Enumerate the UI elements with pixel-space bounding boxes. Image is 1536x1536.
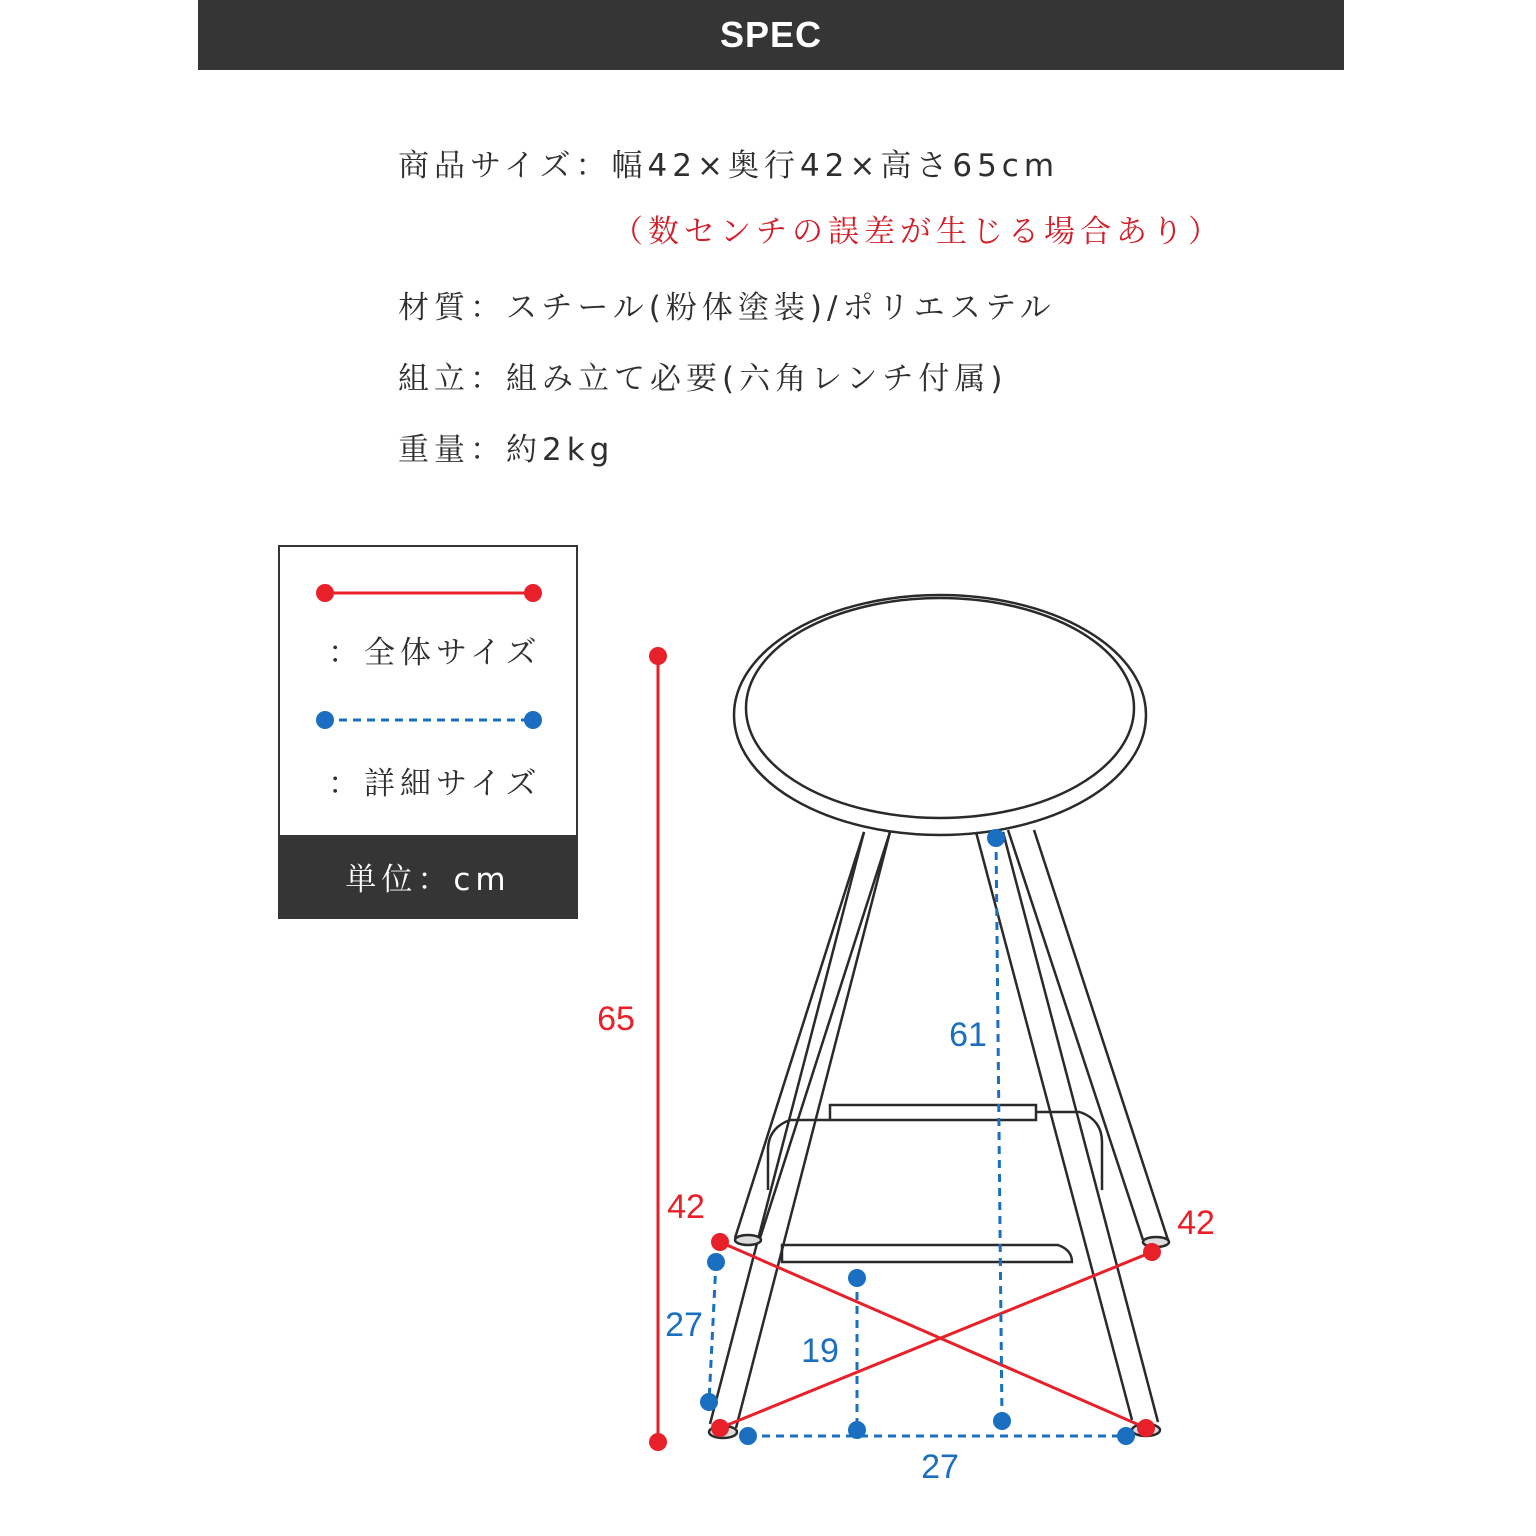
seat-height-dot-bottom — [993, 1412, 1011, 1430]
front-footrest — [782, 1245, 1072, 1262]
diagonal-right-dot-top — [1143, 1243, 1161, 1261]
stool-drawing — [709, 595, 1169, 1438]
spec-title: SPEC — [719, 14, 823, 55]
back-footrest — [830, 1105, 1036, 1120]
spec-weight: 重量：約2kg — [398, 432, 615, 468]
footrest-height-label: 19 — [801, 1332, 839, 1370]
back-left-leg-outer — [735, 832, 864, 1238]
detail-dimensions — [665, 829, 1135, 1486]
legend-detail-label: ：詳細サイズ — [328, 766, 542, 802]
seat-outer — [734, 595, 1146, 835]
seat-height-label: 61 — [949, 1016, 987, 1054]
back-left-leg-inner — [760, 832, 890, 1238]
diagonal-right-dot-bottom — [711, 1419, 729, 1437]
spec-size: 商品サイズ：幅42×奥行42×高さ65cm — [398, 148, 1060, 184]
spec-material: 材質：スチール(粉体塗装)/ポリエステル — [398, 290, 1056, 326]
footrest-height-dot-top — [848, 1269, 866, 1287]
legend-unit-label: 単位：cm — [345, 861, 511, 898]
front-right-leg-inner — [976, 832, 1132, 1420]
back-right-leg-outer — [1008, 830, 1143, 1240]
diagonal-left-dot-bottom — [1137, 1419, 1155, 1437]
front-right-leg-outer — [1003, 832, 1158, 1422]
spec-size-note: （数センチの誤差が生じる場合あり） — [612, 214, 1224, 250]
diagonal-left-line — [720, 1242, 1146, 1428]
diagonal-left-label: 42 — [667, 1188, 705, 1226]
back-footrest-right-bracket — [1080, 1112, 1102, 1190]
height-dot-top — [649, 647, 667, 665]
base-width-label: 27 — [921, 1448, 959, 1486]
side-depth-line — [709, 1262, 716, 1402]
diagonal-right-label: 42 — [1177, 1204, 1215, 1242]
spec-assembly: 組立：組み立て必要(六角レンチ付属) — [398, 361, 1008, 397]
height-label: 65 — [597, 1000, 635, 1038]
legend-overall-label: ：全体サイズ — [328, 635, 542, 671]
front-left-leg-outer — [710, 832, 864, 1424]
side-depth-dot-top — [707, 1253, 725, 1271]
foot-cap-back-left — [735, 1235, 761, 1245]
height-dot-bottom — [649, 1433, 667, 1451]
base-width-dot-left — [739, 1427, 757, 1445]
side-depth-dot-bottom — [700, 1393, 718, 1411]
seat-height-dot-top — [987, 829, 1005, 847]
base-width-dot-right — [1117, 1427, 1135, 1445]
diagonal-left-dot-top — [711, 1233, 729, 1251]
side-depth-label: 27 — [665, 1306, 703, 1344]
